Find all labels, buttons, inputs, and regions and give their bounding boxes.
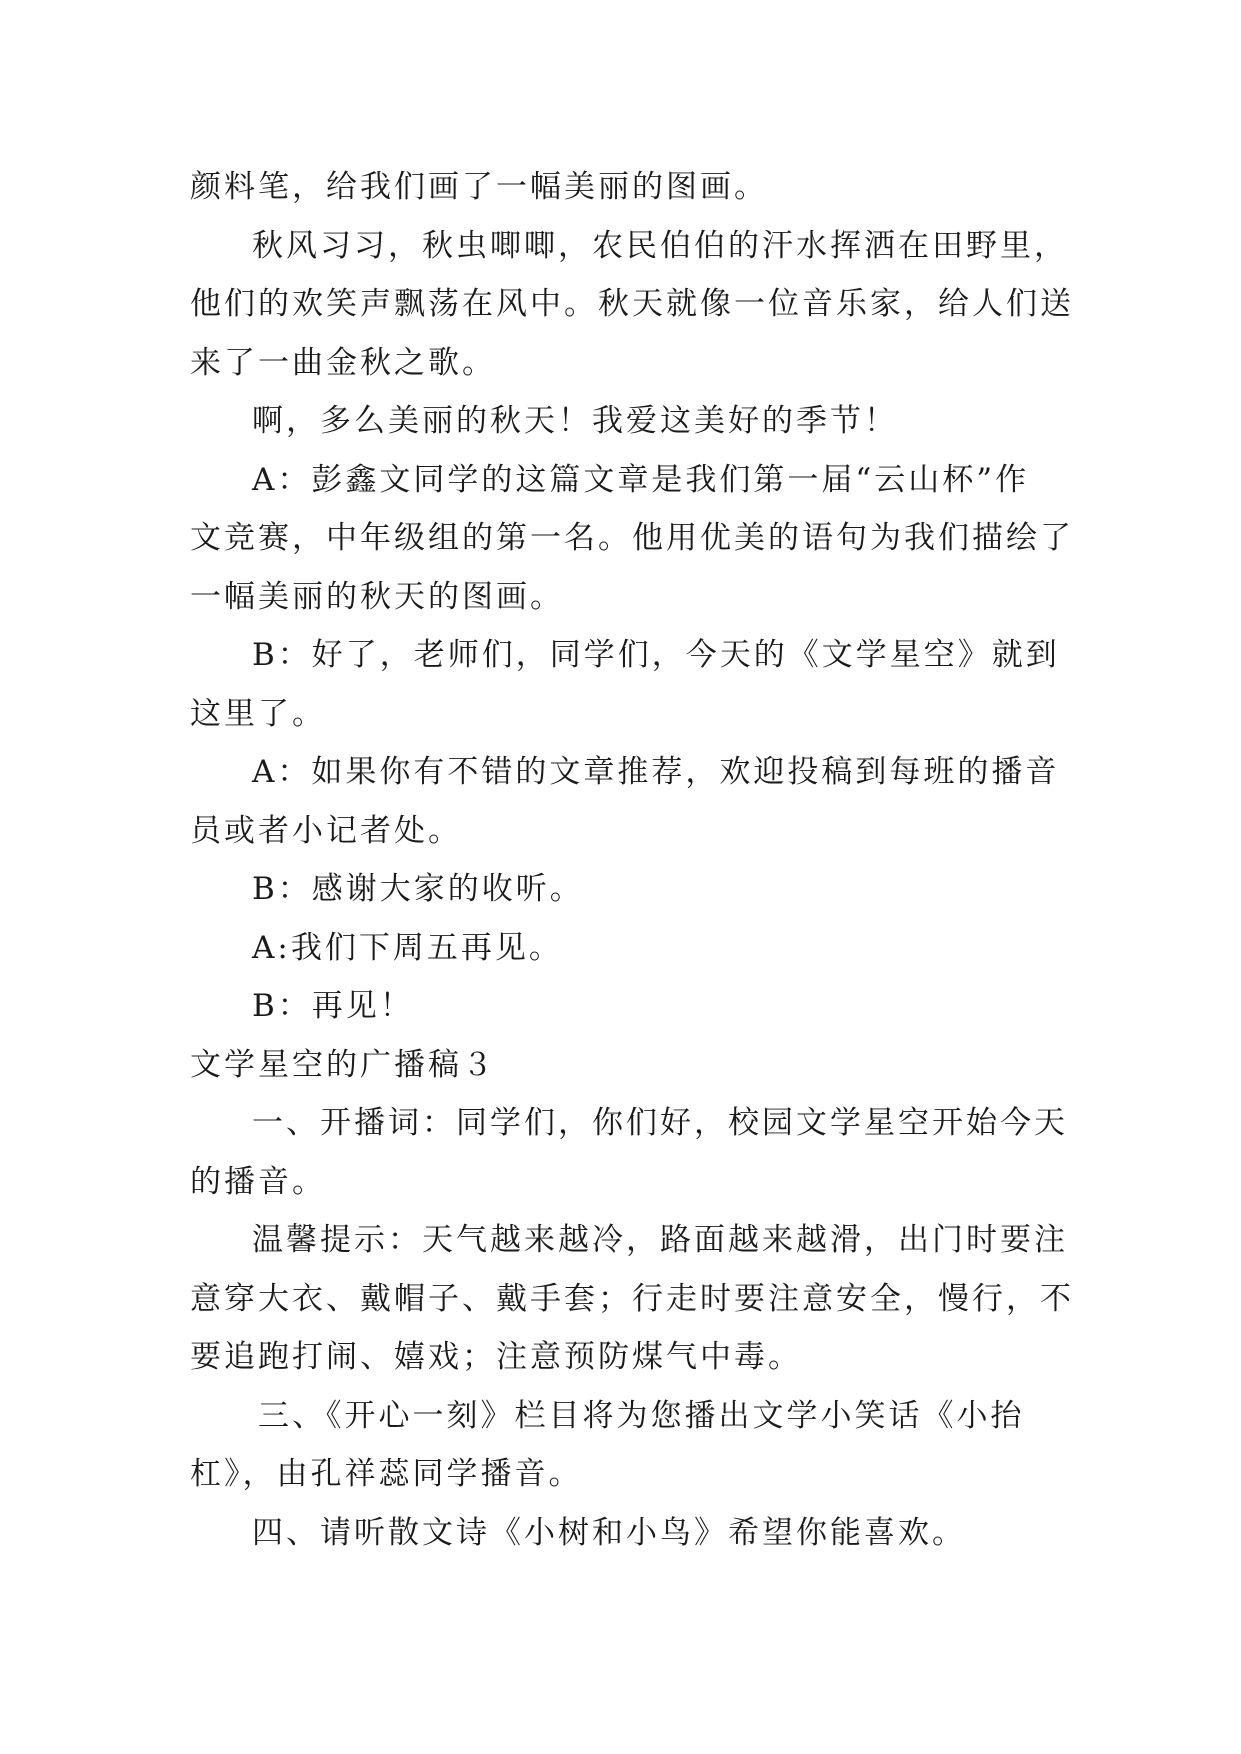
text-line: 啊，多么美丽的秋天！我爱这美好的季节！ (252, 403, 898, 439)
text-line: 这里了。 (190, 695, 326, 732)
text-line: 文学星空的广播稿３ (190, 1046, 496, 1083)
text-line: 要追跑打闹、嬉戏；注意预防煤气中毒。 (190, 1339, 802, 1375)
text-line: 的播音。 (190, 1163, 326, 1200)
text-line: 一幅美丽的秋天的图画。 (190, 578, 564, 615)
text-line: 秋风习习，秋虫唧唧，农民伯伯的汗水挥洒在田野里， (252, 227, 1068, 264)
text-line: 杠》，由孔祥蕊同学播音。 (190, 1456, 583, 1492)
text-line: 温馨提示：天气越来越冷，路面越来越滑，出门时要注 (252, 1222, 1068, 1258)
text-line: 颜料笔，给我们画了一幅美丽的图画。 (190, 169, 768, 205)
text-line: 员或者小记者处。 (190, 812, 462, 849)
text-line: A:我们下周五再见。 (252, 929, 563, 966)
text-line: 他们的欢笑声飘荡在风中。秋天就像一位音乐家，给人们送 (190, 286, 1074, 322)
text-line: 意穿大衣、戴帽子、戴手套；行走时要注意安全，慢行，不 (190, 1280, 1074, 1317)
text-line: A：如果你有不错的文章推荐，欢迎投稿到每班的播音 (252, 754, 1060, 790)
text-line: 四、请听散文诗《小树和小鸟》希望你能喜欢。 (252, 1514, 966, 1551)
text-line: 文竞赛，中年级组的第一名。他用优美的语句为我们描绘了 (190, 520, 1074, 556)
text-line: A：彭鑫文同学的这篇文章是我们第一届“云山杯”作 (252, 461, 1030, 498)
text-line: B：感谢大家的收听。 (252, 871, 584, 907)
document-body (190, 158, 1074, 1562)
text-line: 三、《开心一刻》栏目将为您播出文学小笑话《小抬 (258, 1397, 1025, 1434)
text-line: B：再见！ (252, 988, 414, 1024)
text-line: 一、开播词：同学们，你们好，校园文学星空开始今天 (252, 1105, 1068, 1141)
text-line: B：好了，老师们，同学们，今天的《文学星空》就到 (252, 637, 1060, 673)
text-line: 来了一曲金秋之歌。 (190, 344, 496, 381)
